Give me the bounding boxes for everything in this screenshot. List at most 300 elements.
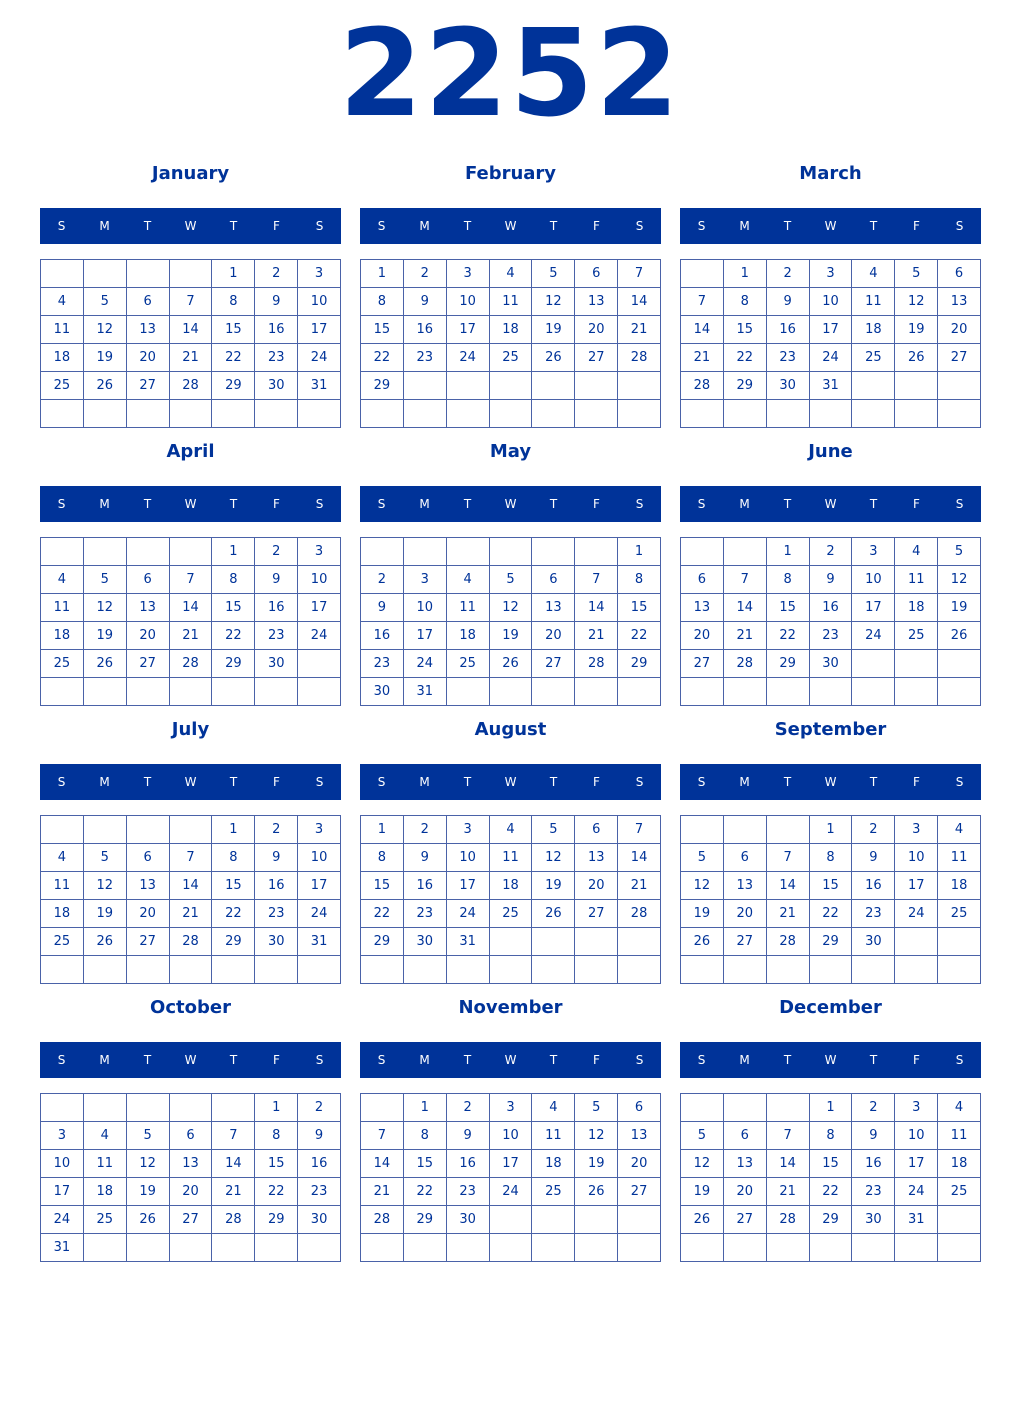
day-cell: 17 [447, 872, 490, 900]
day-cell: 10 [298, 844, 341, 872]
day-cell [41, 400, 84, 428]
day-cell: 16 [852, 872, 895, 900]
weekday-label: S [635, 219, 644, 233]
day-cell: 3 [895, 1094, 938, 1122]
day-cell [575, 928, 618, 956]
day-cell: 9 [404, 288, 447, 316]
day-cell: 20 [681, 622, 724, 650]
weekday-header [680, 208, 981, 244]
day-cell: 11 [938, 844, 981, 872]
day-cell [84, 816, 127, 844]
day-cell [938, 650, 981, 678]
day-cell [681, 816, 724, 844]
weekday-label: S [635, 497, 644, 511]
day-cell [724, 1094, 767, 1122]
day-cell: 21 [618, 316, 661, 344]
day-cell [490, 678, 533, 706]
day-cell: 6 [127, 566, 170, 594]
day-cell: 27 [127, 928, 170, 956]
weekday-label: T [869, 219, 878, 233]
day-cell: 25 [41, 928, 84, 956]
day-cell [170, 678, 213, 706]
weekday-label: T [229, 1053, 238, 1067]
day-cell [938, 372, 981, 400]
weekday-label: T [549, 775, 558, 789]
day-cell: 18 [41, 344, 84, 372]
weekday-label: M [99, 1053, 110, 1067]
day-cell: 27 [618, 1178, 661, 1206]
day-cell: 12 [84, 316, 127, 344]
day-cell [575, 372, 618, 400]
day-cell: 10 [41, 1150, 84, 1178]
day-cell: 10 [895, 844, 938, 872]
day-cell [938, 956, 981, 984]
day-cell [618, 372, 661, 400]
weekday-label: T [869, 1053, 878, 1067]
day-cell: 4 [41, 844, 84, 872]
day-cell: 1 [724, 260, 767, 288]
day-cell: 9 [255, 566, 298, 594]
day-cell: 26 [895, 344, 938, 372]
day-cell: 7 [767, 1122, 810, 1150]
day-cell: 8 [810, 1122, 853, 1150]
day-cell: 7 [724, 566, 767, 594]
day-cell [84, 538, 127, 566]
day-cell: 7 [170, 288, 213, 316]
day-cell: 30 [255, 372, 298, 400]
day-cell [490, 538, 533, 566]
day-cell: 15 [212, 594, 255, 622]
day-cell: 8 [361, 288, 404, 316]
day-cell: 18 [532, 1150, 575, 1178]
day-grid [680, 259, 981, 428]
day-cell: 13 [575, 288, 618, 316]
weekday-label: T [143, 1053, 152, 1067]
day-cell [447, 538, 490, 566]
day-cell: 12 [681, 872, 724, 900]
day-cell [170, 538, 213, 566]
day-cell: 18 [490, 872, 533, 900]
day-cell: 30 [361, 678, 404, 706]
day-cell: 13 [170, 1150, 213, 1178]
day-cell: 6 [681, 566, 724, 594]
day-cell: 28 [212, 1206, 255, 1234]
weekday-label: S [697, 497, 706, 511]
month-name: August [474, 719, 547, 740]
day-cell: 22 [255, 1178, 298, 1206]
day-cell: 2 [852, 1094, 895, 1122]
day-cell [724, 1234, 767, 1262]
day-cell: 14 [618, 288, 661, 316]
day-cell: 6 [127, 288, 170, 316]
day-cell: 3 [490, 1094, 533, 1122]
day-cell [298, 400, 341, 428]
day-cell [618, 1234, 661, 1262]
day-cell: 19 [532, 316, 575, 344]
day-cell [84, 1094, 127, 1122]
day-cell: 13 [938, 288, 981, 316]
day-cell: 17 [852, 594, 895, 622]
day-cell: 21 [575, 622, 618, 650]
day-cell [361, 1234, 404, 1262]
day-cell: 2 [404, 816, 447, 844]
day-cell [41, 956, 84, 984]
day-cell: 6 [575, 260, 618, 288]
day-cell: 10 [447, 844, 490, 872]
day-cell [361, 1094, 404, 1122]
day-cell [170, 1094, 213, 1122]
day-cell: 11 [490, 288, 533, 316]
day-cell: 14 [767, 872, 810, 900]
day-cell: 9 [298, 1122, 341, 1150]
day-cell: 12 [938, 566, 981, 594]
day-cell: 23 [852, 900, 895, 928]
day-cell: 7 [170, 566, 213, 594]
day-cell: 27 [724, 928, 767, 956]
day-cell: 26 [84, 650, 127, 678]
day-cell: 12 [84, 872, 127, 900]
day-cell [490, 1234, 533, 1262]
weekday-label: S [697, 775, 706, 789]
day-cell [532, 1206, 575, 1234]
day-cell: 12 [681, 1150, 724, 1178]
day-cell: 17 [447, 316, 490, 344]
day-cell: 25 [84, 1206, 127, 1234]
day-cell: 19 [575, 1150, 618, 1178]
day-cell [575, 1234, 618, 1262]
day-cell: 4 [490, 260, 533, 288]
day-cell [767, 400, 810, 428]
day-cell: 9 [255, 288, 298, 316]
weekday-label: W [184, 497, 197, 511]
day-cell [298, 650, 341, 678]
weekday-label: S [57, 1053, 66, 1067]
day-cell: 3 [298, 816, 341, 844]
day-cell: 11 [41, 316, 84, 344]
day-cell: 30 [404, 928, 447, 956]
weekday-header [680, 486, 981, 522]
day-cell: 11 [41, 594, 84, 622]
day-cell: 6 [575, 816, 618, 844]
weekday-label: M [99, 497, 110, 511]
day-cell: 3 [810, 260, 853, 288]
day-cell: 3 [298, 538, 341, 566]
day-cell: 23 [852, 1178, 895, 1206]
day-cell: 22 [810, 900, 853, 928]
day-cell: 2 [255, 816, 298, 844]
day-cell: 2 [447, 1094, 490, 1122]
day-cell: 4 [41, 288, 84, 316]
day-cell [575, 538, 618, 566]
day-cell: 11 [41, 872, 84, 900]
day-grid [40, 1093, 341, 1262]
weekday-label: S [315, 219, 324, 233]
day-cell: 17 [41, 1178, 84, 1206]
weekday-header [360, 1042, 661, 1078]
weekday-label: S [697, 219, 706, 233]
day-cell: 12 [895, 288, 938, 316]
day-cell: 1 [767, 538, 810, 566]
day-cell: 14 [170, 872, 213, 900]
day-cell: 31 [810, 372, 853, 400]
day-cell: 13 [127, 872, 170, 900]
day-cell: 29 [810, 1206, 853, 1234]
day-cell: 24 [852, 622, 895, 650]
day-cell [575, 400, 618, 428]
day-cell: 4 [41, 566, 84, 594]
weekday-label: W [504, 775, 517, 789]
day-cell [127, 816, 170, 844]
day-cell: 20 [724, 900, 767, 928]
day-cell [404, 1234, 447, 1262]
day-cell: 22 [724, 344, 767, 372]
day-cell: 23 [255, 900, 298, 928]
day-cell: 14 [170, 316, 213, 344]
day-cell: 5 [84, 288, 127, 316]
day-cell: 17 [404, 622, 447, 650]
day-cell [532, 1234, 575, 1262]
day-cell: 16 [298, 1150, 341, 1178]
day-cell: 9 [852, 844, 895, 872]
weekday-label: M [419, 1053, 430, 1067]
day-cell: 25 [895, 622, 938, 650]
day-cell: 18 [852, 316, 895, 344]
day-cell: 15 [767, 594, 810, 622]
day-cell [170, 400, 213, 428]
day-cell: 5 [895, 260, 938, 288]
day-cell [404, 956, 447, 984]
weekday-label: T [783, 219, 792, 233]
day-cell: 13 [618, 1122, 661, 1150]
weekday-label: W [184, 775, 197, 789]
day-cell [404, 372, 447, 400]
weekday-label: W [504, 497, 517, 511]
weekday-label: S [955, 775, 964, 789]
day-cell: 5 [490, 566, 533, 594]
day-cell: 15 [255, 1150, 298, 1178]
day-cell: 22 [212, 622, 255, 650]
weekday-label: F [913, 1053, 920, 1067]
day-cell [938, 400, 981, 428]
day-cell: 29 [361, 372, 404, 400]
day-cell: 28 [361, 1206, 404, 1234]
day-cell: 22 [361, 900, 404, 928]
day-cell: 16 [255, 316, 298, 344]
weekday-label: T [229, 219, 238, 233]
day-cell: 1 [212, 816, 255, 844]
day-cell: 25 [938, 900, 981, 928]
day-cell: 13 [575, 844, 618, 872]
weekday-label: F [913, 497, 920, 511]
day-cell [41, 1094, 84, 1122]
day-cell [575, 956, 618, 984]
day-cell: 8 [810, 844, 853, 872]
day-cell: 29 [724, 372, 767, 400]
weekday-label: F [273, 775, 280, 789]
day-cell: 10 [298, 288, 341, 316]
day-cell: 5 [532, 816, 575, 844]
day-cell: 5 [84, 566, 127, 594]
day-cell [127, 400, 170, 428]
day-cell: 8 [255, 1122, 298, 1150]
day-cell: 8 [212, 288, 255, 316]
weekday-label: S [377, 497, 386, 511]
day-cell: 12 [490, 594, 533, 622]
day-cell [575, 1206, 618, 1234]
day-cell [84, 678, 127, 706]
day-cell: 11 [84, 1150, 127, 1178]
day-cell [127, 956, 170, 984]
day-cell: 3 [41, 1122, 84, 1150]
day-cell [724, 538, 767, 566]
day-cell: 10 [852, 566, 895, 594]
day-cell: 4 [447, 566, 490, 594]
month-name: December [779, 997, 882, 1018]
day-cell: 7 [170, 844, 213, 872]
day-cell [404, 400, 447, 428]
day-cell [681, 678, 724, 706]
day-cell [212, 1094, 255, 1122]
weekday-label: F [913, 775, 920, 789]
day-cell: 20 [127, 344, 170, 372]
day-cell [532, 956, 575, 984]
weekday-label: F [273, 219, 280, 233]
day-cell: 22 [767, 622, 810, 650]
day-cell: 30 [810, 650, 853, 678]
day-cell: 28 [170, 650, 213, 678]
day-cell: 9 [852, 1122, 895, 1150]
day-cell: 9 [404, 844, 447, 872]
day-cell [810, 400, 853, 428]
weekday-label: T [229, 775, 238, 789]
day-cell [170, 260, 213, 288]
day-cell: 18 [490, 316, 533, 344]
weekday-label: W [504, 219, 517, 233]
day-cell: 8 [767, 566, 810, 594]
weekday-label: M [99, 775, 110, 789]
day-cell [938, 928, 981, 956]
day-cell: 12 [127, 1150, 170, 1178]
day-cell: 15 [361, 872, 404, 900]
day-cell: 19 [490, 622, 533, 650]
day-cell [361, 956, 404, 984]
day-cell: 23 [255, 344, 298, 372]
day-cell [895, 372, 938, 400]
weekday-label: T [143, 219, 152, 233]
day-cell: 14 [724, 594, 767, 622]
day-cell [618, 928, 661, 956]
weekday-header [680, 1042, 981, 1078]
day-cell: 8 [618, 566, 661, 594]
day-cell [767, 678, 810, 706]
day-cell [681, 400, 724, 428]
year-title: 2252 [339, 5, 681, 144]
day-cell: 2 [810, 538, 853, 566]
day-cell: 13 [724, 1150, 767, 1178]
day-cell: 28 [618, 900, 661, 928]
day-cell [170, 816, 213, 844]
day-cell: 10 [810, 288, 853, 316]
day-cell [767, 1094, 810, 1122]
weekday-label: M [419, 497, 430, 511]
day-cell: 26 [575, 1178, 618, 1206]
day-cell: 28 [170, 928, 213, 956]
day-cell: 28 [767, 928, 810, 956]
day-cell: 23 [447, 1178, 490, 1206]
weekday-label: S [955, 497, 964, 511]
day-cell [361, 400, 404, 428]
weekday-header [40, 208, 341, 244]
day-cell: 21 [767, 1178, 810, 1206]
day-cell: 2 [298, 1094, 341, 1122]
day-cell: 4 [852, 260, 895, 288]
day-cell: 9 [767, 288, 810, 316]
day-cell: 24 [490, 1178, 533, 1206]
day-grid [40, 259, 341, 428]
day-cell: 15 [212, 872, 255, 900]
day-cell: 19 [127, 1178, 170, 1206]
day-cell: 5 [938, 538, 981, 566]
month-name: January [151, 163, 230, 184]
day-cell: 25 [532, 1178, 575, 1206]
day-cell [681, 1234, 724, 1262]
day-cell: 4 [938, 1094, 981, 1122]
day-cell [41, 260, 84, 288]
day-cell: 21 [361, 1178, 404, 1206]
day-cell: 11 [895, 566, 938, 594]
day-cell: 29 [810, 928, 853, 956]
day-cell: 2 [852, 816, 895, 844]
weekday-label: T [549, 1053, 558, 1067]
day-cell: 21 [681, 344, 724, 372]
day-cell: 19 [681, 900, 724, 928]
day-cell [170, 1234, 213, 1262]
day-cell: 1 [212, 538, 255, 566]
day-cell: 21 [618, 872, 661, 900]
day-cell: 2 [361, 566, 404, 594]
month-name: November [458, 997, 563, 1018]
day-cell: 25 [447, 650, 490, 678]
day-cell: 22 [212, 900, 255, 928]
day-cell [767, 956, 810, 984]
day-cell: 21 [212, 1178, 255, 1206]
weekday-label: F [593, 775, 600, 789]
day-cell: 14 [361, 1150, 404, 1178]
day-cell: 18 [895, 594, 938, 622]
weekday-label: M [99, 219, 110, 233]
day-cell [361, 538, 404, 566]
weekday-label: T [143, 775, 152, 789]
day-cell: 26 [938, 622, 981, 650]
day-cell: 2 [767, 260, 810, 288]
day-cell [724, 678, 767, 706]
weekday-label: S [955, 1053, 964, 1067]
day-cell: 20 [618, 1150, 661, 1178]
day-cell: 20 [127, 622, 170, 650]
day-cell: 2 [404, 260, 447, 288]
day-cell: 26 [84, 372, 127, 400]
day-cell: 15 [724, 316, 767, 344]
day-cell: 23 [255, 622, 298, 650]
day-cell: 30 [255, 650, 298, 678]
day-cell: 1 [404, 1094, 447, 1122]
day-cell: 16 [447, 1150, 490, 1178]
month-name: October [150, 997, 231, 1018]
weekday-label: S [635, 1053, 644, 1067]
day-cell: 6 [938, 260, 981, 288]
weekday-label: S [57, 219, 66, 233]
day-cell: 23 [810, 622, 853, 650]
